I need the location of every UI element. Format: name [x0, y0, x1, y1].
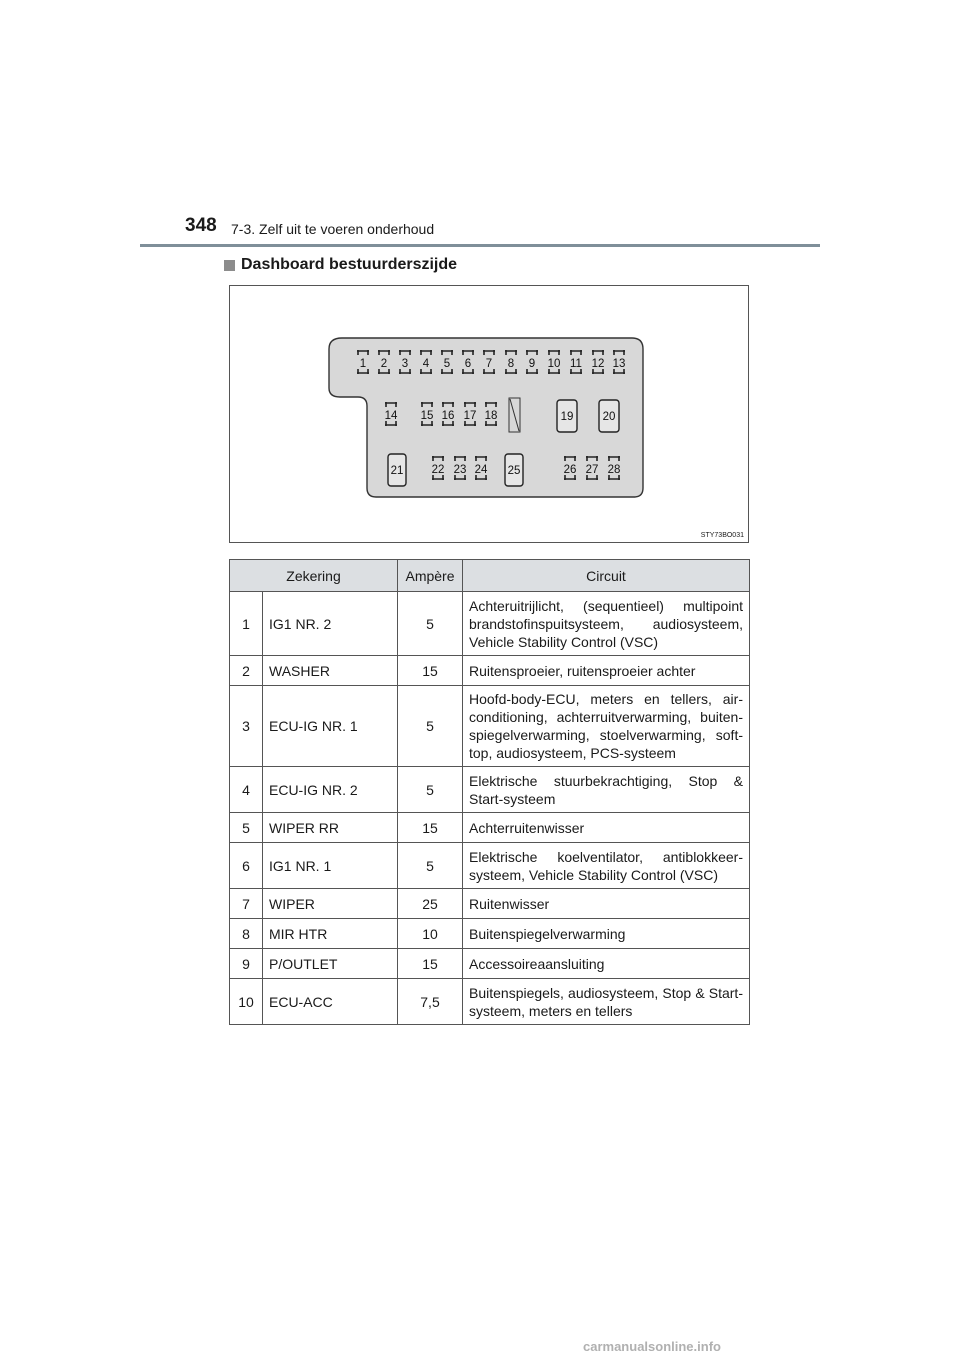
fuse-label: 4	[422, 358, 430, 370]
fuse-number: 7	[230, 889, 263, 919]
header-circuit: Circuit	[463, 560, 750, 592]
fuse-ampere: 5	[398, 592, 463, 656]
fuse-ampere: 10	[398, 919, 463, 949]
header-ampere: Ampère	[398, 560, 463, 592]
table-row	[230, 813, 750, 843]
fuse-number: 4	[230, 767, 263, 813]
table-row	[230, 767, 750, 813]
table-row	[230, 843, 750, 889]
fuse-number: 5	[230, 813, 263, 843]
fuse-label: 17	[463, 410, 477, 422]
header-zekering: Zekering	[230, 560, 398, 592]
fuse-ampere: 15	[398, 656, 463, 686]
fuse-name: ECU-ACC	[263, 979, 398, 1025]
fuse-number: 3	[230, 686, 263, 767]
fuse-circuit: Accessoireaansluiting	[463, 949, 750, 979]
fuse-label: 3	[401, 358, 409, 370]
fuse-number: 6	[230, 843, 263, 889]
table-row	[230, 949, 750, 979]
fuse-label: 26	[563, 464, 577, 476]
fuse-ampere: 15	[398, 813, 463, 843]
fuse-label: 22	[431, 464, 445, 476]
fuse-label: 9	[528, 358, 536, 370]
fuse-ampere: 15	[398, 949, 463, 979]
fuse-name: ECU-IG NR. 2	[263, 767, 398, 813]
fuse-label: 23	[453, 464, 467, 476]
section-title: 7-3. Zelf uit te voeren onderhoud	[231, 221, 435, 237]
fuse-number: 8	[230, 919, 263, 949]
header-rule	[140, 244, 820, 247]
fuse-circuit: Achteruitrijlicht, (sequentieel) multipoint brandstofinspuitsysteem, audiosysteem, Vehicle Stability Control (VSC)	[463, 592, 750, 656]
fuse-label: 7	[485, 358, 493, 370]
fuse-label: 19	[560, 411, 574, 423]
fuse-table	[229, 559, 750, 1025]
fuse-box-svg	[230, 286, 748, 542]
fuse-label: 20	[602, 411, 616, 423]
fuse-circuit: Ruitenwisser	[463, 889, 750, 919]
fuse-circuit: Ruitensproeier, ruitensproeier achter	[463, 656, 750, 686]
table-row	[230, 919, 750, 949]
fuse-name: WIPER RR	[263, 813, 398, 843]
fuse-name: WIPER	[263, 889, 398, 919]
fuse-label: 18	[484, 410, 498, 422]
fuse-circuit: Elektrische koelventilator, antiblokkeer-systeem, Vehicle Stability Control (VSC)	[463, 843, 750, 889]
fuse-number: 9	[230, 949, 263, 979]
section-heading	[224, 256, 457, 274]
heading-text: Dashboard bestuurderszijde	[241, 256, 458, 273]
fuse-number: 1	[230, 592, 263, 656]
table-row	[230, 889, 750, 919]
fuse-circuit: Buitenspiegels, audiosysteem, Stop & Start-systeem, meters en tellers	[463, 979, 750, 1025]
fuse-label: 28	[607, 464, 621, 476]
table-row	[230, 656, 750, 686]
fuse-ampere: 5	[398, 767, 463, 813]
table-header-row	[230, 560, 750, 592]
fuse-circuit: Achterruitenwisser	[463, 813, 750, 843]
fuse-label: 6	[464, 358, 472, 370]
fuse-name: P/OUTLET	[263, 949, 398, 979]
fuse-label: 24	[474, 464, 488, 476]
figure-code: STY73BO031	[700, 532, 744, 539]
fuse-label: 25	[507, 465, 521, 477]
fuse-circuit: Hoofd-body-ECU, meters en tellers, air-conditioning, achterruitverwarming, buiten-spiegelverwarming, stoelverwarming, soft-top, audiosysteem, PCS-systeem	[463, 686, 750, 767]
fuse-label: 8	[507, 358, 515, 370]
fuse-ampere: 7,5	[398, 979, 463, 1025]
fuse-label: 2	[380, 358, 388, 370]
fuse-name: MIR HTR	[263, 919, 398, 949]
fuse-label: 12	[591, 358, 605, 370]
fuse-name: WASHER	[263, 656, 398, 686]
fuse-number: 10	[230, 979, 263, 1025]
fuse-ampere: 5	[398, 843, 463, 889]
fuse-name: ECU-IG NR. 1	[263, 686, 398, 767]
fuse-number: 2	[230, 656, 263, 686]
table-row	[230, 592, 750, 656]
page-number: 348	[185, 215, 217, 236]
table-row	[230, 979, 750, 1025]
table-body	[230, 592, 750, 1025]
fuse-label: 13	[612, 358, 626, 370]
watermark: carmanualsonline.info	[583, 1339, 721, 1354]
table-row	[230, 686, 750, 767]
square-bullet-icon	[224, 260, 235, 271]
fuse-label: 15	[420, 410, 434, 422]
fuse-label: 16	[441, 410, 455, 422]
fuse-ampere: 5	[398, 686, 463, 767]
fuse-label: 1	[359, 358, 367, 370]
fuse-box-diagram	[229, 285, 749, 543]
fuse-label: 5	[443, 358, 451, 370]
fuse-name: IG1 NR. 1	[263, 843, 398, 889]
fuse-label: 14	[384, 410, 398, 422]
fuse-ampere: 25	[398, 889, 463, 919]
fuse-circuit: Buitenspiegelverwarming	[463, 919, 750, 949]
fuse-circuit: Elektrische stuurbekrachtiging, Stop & Start-systeem	[463, 767, 750, 813]
fuse-label: 10	[547, 358, 561, 370]
fuse-label: 21	[390, 465, 404, 477]
fuse-label: 27	[585, 464, 599, 476]
fuse-name: IG1 NR. 2	[263, 592, 398, 656]
fuse-label: 11	[570, 358, 582, 370]
